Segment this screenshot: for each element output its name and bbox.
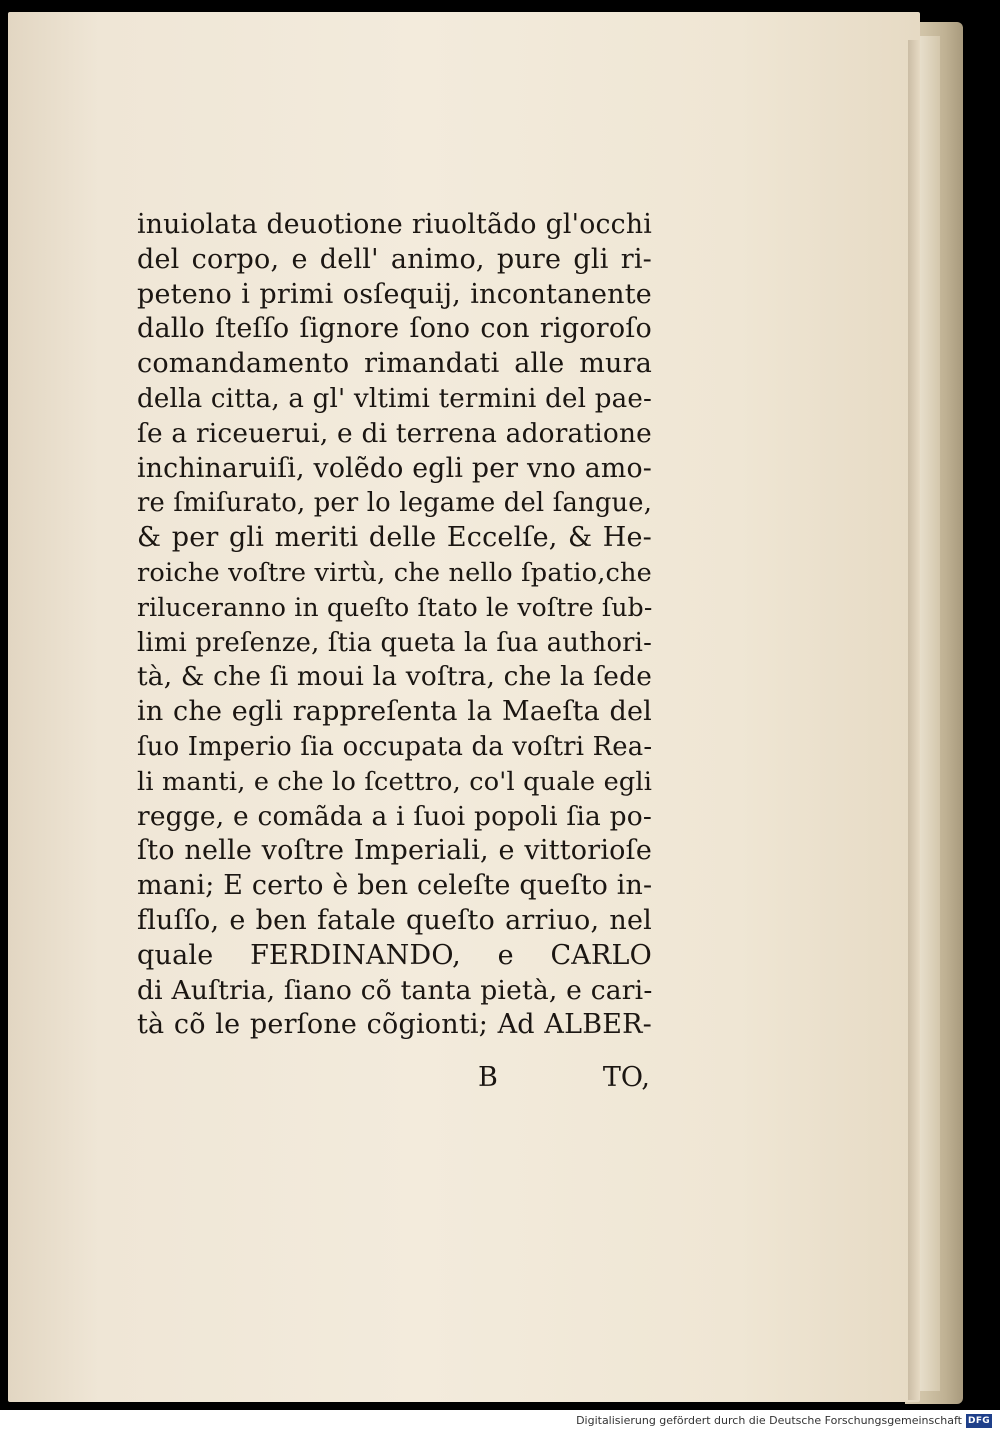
text-line: dallo ſteſſo ſignore ſono con rigoroſo	[137, 313, 652, 345]
text-line: tà cõ le perſone cõgionti; Ad ALBER-	[137, 1009, 652, 1041]
text-line: li manti, e che lo ſcettro, co'l quale egli	[137, 766, 653, 797]
text-line: ſto nelle voſtre Imperiali, e vittorioſe	[137, 835, 652, 867]
text-line: della citta, a gl' vltimi termini del pae-	[137, 383, 652, 414]
footer-bar	[0, 1410, 1000, 1433]
text-line: limi preſenze, ſtia queta la ſua authori-	[137, 627, 652, 658]
catchword: TO,	[602, 1062, 650, 1093]
text-line: mani; E certo è ben celeſte queſto in-	[137, 870, 653, 902]
text-line: ſe a riceuerui, e di terrena adoratione	[137, 418, 652, 449]
text-line: fluſſo, e ben fatale queſto arriuo, nel	[137, 904, 652, 936]
text-line: quale FERDINANDO, e CARLO	[137, 939, 652, 971]
page-footer-marks	[478, 1062, 650, 1093]
page-text	[137, 208, 652, 1043]
text-line: ſuo Imperio ſia occupata da voſtri Rea-	[137, 731, 653, 762]
text-line: del corpo, e dell' animo, pure gli ri-	[137, 243, 652, 275]
text-line: riluceranno in queſto ſtato le voſtre ſub-	[137, 592, 653, 622]
text-line: di Auſtria, ſiano cõ tanta pietà, e cari-	[137, 974, 653, 1006]
text-line: peteno i primi osſequij, incontanente	[137, 278, 652, 310]
footer-credit: Digitalisierung gefördert durch die Deutsche Forschungsgemeinschaft	[576, 1414, 962, 1427]
text-line: roiche voſtre virtù, che nello ſpatio,che	[137, 557, 652, 588]
page-stack-edge	[920, 36, 940, 1391]
text-line: & per gli meriti delle Eccelſe, & He-	[137, 522, 652, 554]
text-line: comandamento rimandati alle mura	[137, 348, 652, 380]
text-line: tà, & che ſi moui la voſtra, che la ſede	[137, 662, 652, 693]
signature-mark: B	[478, 1062, 498, 1093]
text-line: regge, e comãda a i ſuoi popoli ſia po-	[137, 800, 652, 832]
page-shadow	[908, 40, 920, 1400]
text-line: inuiolata deuotione riuoltãdo gl'occhi	[137, 209, 652, 240]
text-line: inchinaruiſi, volẽdo egli per vno amo-	[137, 452, 652, 484]
text-line: re ſmiſurato, per lo legame del ſangue,	[137, 488, 653, 519]
text-line: in che egli rappreſenta la Maeſta del	[137, 696, 652, 728]
dfg-logo: DFG	[966, 1414, 992, 1428]
